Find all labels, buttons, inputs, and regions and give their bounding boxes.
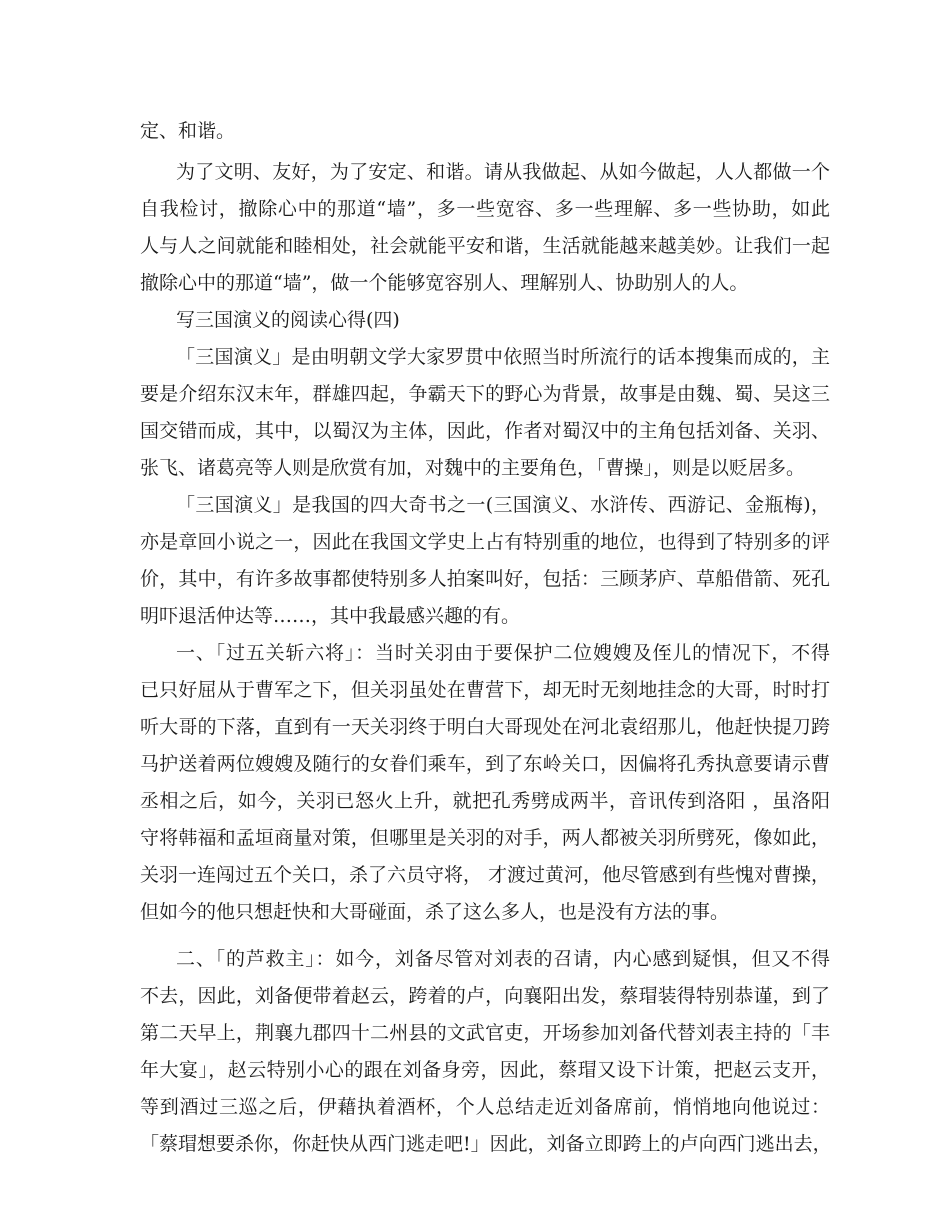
text-line: 不去，因此，刘备便带着赵云，跨着的卢，向襄阳出发，蔡瑁装得特别恭谨，到了 bbox=[140, 985, 830, 1007]
text-line: 丞相之后，如今，关羽已怒火上升，就把孔秀劈成两半，音讯传到洛阳 ，虽洛阳 bbox=[140, 790, 830, 812]
text-line: 张飞、诸葛亮等人则是欣赏有加，对魏中的主要角色，「曹操」，则是以贬居多。 bbox=[140, 457, 806, 479]
text-line: 定、和谐。 bbox=[140, 120, 236, 142]
text-line: 听大哥的下落，直到有一天关羽终于明白大哥现处在河北袁绍那儿，他赶快提刀跨 bbox=[140, 716, 830, 738]
section-heading: 写三国演义的阅读心得(四) bbox=[176, 309, 400, 331]
text-line: 撤除心中的那道“墙”，做一个能够宽容别人、理解别人、协助别人的人。 bbox=[140, 272, 749, 294]
text-line: 自我检讨，撤除心中的那道“墙”，多一些宽容、多一些理解、多一些协助，如此 bbox=[140, 198, 830, 220]
text-line: 「三国演义」是我国的四大奇书之一(三国演义、水浒传、西游记、金瓶梅)， bbox=[176, 494, 830, 516]
text-line: 已只好屈从于曹军之下，但关羽虽处在曹营下，却无时无刻地挂念的大哥，时时打 bbox=[140, 679, 830, 701]
text-line: 价，其中，有许多故事都使特别多人拍案叫好，包括：三顾茅庐、草船借箭、死孔 bbox=[140, 568, 830, 590]
text-line: 人与人之间就能和睦相处，社会就能平安和谐，生活就能越来越美妙。让我们一起 bbox=[140, 235, 830, 257]
text-line: 马护送着两位嫂嫂及随行的女眷们乘车，到了东岭关口，因偏将孔秀执意要请示曹 bbox=[140, 753, 830, 775]
text-line: 一、「过五关斩六将」：当时关羽由于要保护二位嫂嫂及侄儿的情况下，不得 bbox=[176, 642, 830, 664]
text-line: 要是介绍东汉末年，群雄四起，争霸天下的野心为背景，故事是由魏、蜀、吴这三 bbox=[140, 383, 830, 405]
text-line: 二、「的芦救主」：如今，刘备尽管对刘表的召请，内心感到疑惧，但又不得 bbox=[176, 948, 830, 970]
text-line: 守将韩福和孟垣商量对策，但哪里是关羽的对手，两人都被关羽所劈死，像如此， bbox=[140, 827, 830, 849]
text-line: 亦是章回小说之一，因此在我国文学史上占有特别重的地位，也得到了特别多的评 bbox=[140, 531, 830, 553]
text-line: 年大宴」，赵云特别小心的跟在刘备身旁，因此，蔡瑁又设下计策，把赵云支开， bbox=[140, 1059, 830, 1081]
text-line: 等到酒过三巡之后，伊藉执着酒杯，个人总结走近刘备席前，悄悄地向他说过： bbox=[140, 1096, 830, 1118]
text-line: 明吓退活仲达等……，其中我最感兴趣的有。 bbox=[140, 605, 521, 627]
text-line: 关羽一连闯过五个关口，杀了六员守将， 才渡过黄河，他尽管感到有些愧对曹操， bbox=[140, 864, 831, 886]
text-line: 国交错而成，其中，以蜀汉为主体，因此，作者对蜀汉中的主角包括刘备、关羽、 bbox=[140, 420, 830, 442]
text-line: 但如今的他只想赶快和大哥碰面，杀了这么多人，也是没有方法的事。 bbox=[140, 901, 730, 923]
text-line: 第二天早上，荆襄九郡四十二州县的文武官吏，开场参加刘备代替刘表主持的「丰 bbox=[140, 1022, 830, 1044]
text-line: 「三国演义」是由明朝文学大家罗贯中依照当时所流行的话本搜集而成的，主 bbox=[176, 346, 830, 368]
text-line: 为了文明、友好，为了安定、和谐。请从我做起、从如今做起，人人都做一个 bbox=[176, 161, 830, 183]
text-line: 「蔡瑁想要杀你，你赶快从西门逃走吧!」因此，刘备立即跨上的卢向西门逃出去， bbox=[140, 1133, 832, 1155]
